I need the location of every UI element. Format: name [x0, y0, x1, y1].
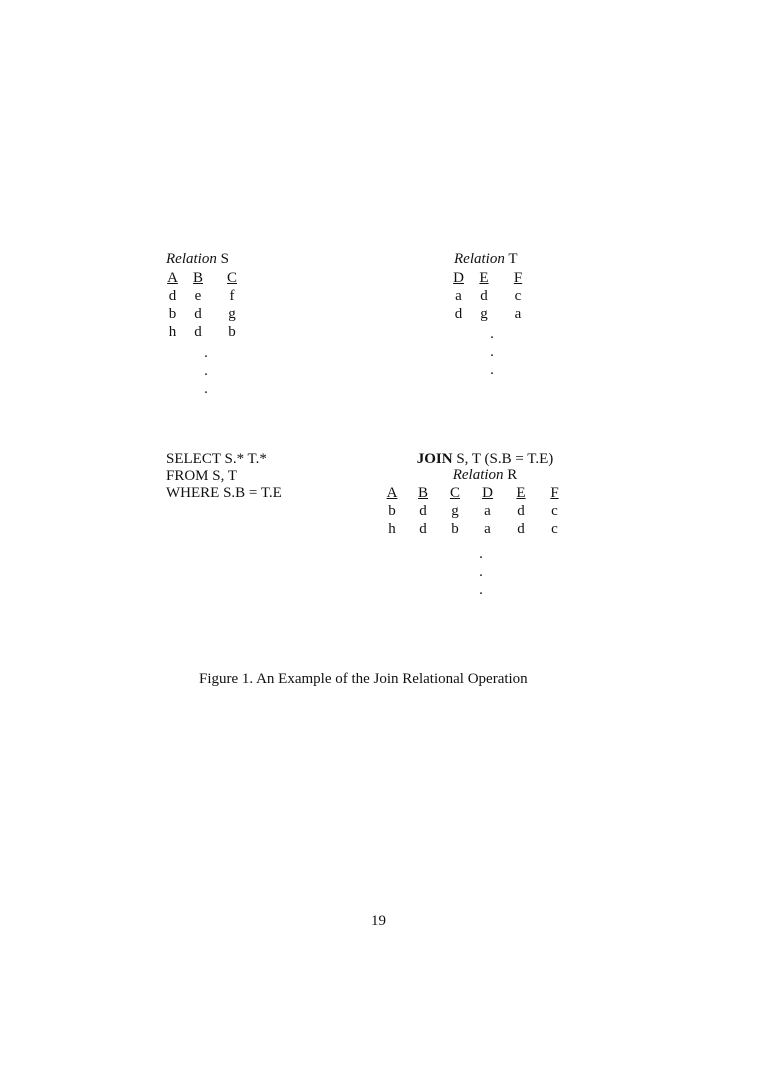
- table-row: [450, 287, 535, 305]
- table-cell: d: [517, 521, 525, 537]
- table-cell: d: [480, 288, 488, 304]
- table-row: [450, 305, 535, 323]
- table-cell: d: [454, 306, 463, 322]
- relation-s-table: [164, 270, 249, 341]
- ellipsis-dot: .: [204, 363, 208, 379]
- table-cell: d: [194, 324, 202, 340]
- ellipsis-dot: .: [204, 381, 208, 397]
- table-row: [164, 323, 249, 341]
- column-header: A: [386, 485, 398, 501]
- column-header: A: [167, 270, 178, 286]
- ellipsis-dot: .: [479, 546, 483, 562]
- sql-select-line: SELECT S.* T.*: [166, 451, 267, 467]
- ellipsis-dot: .: [479, 564, 483, 580]
- column-header: C: [449, 485, 460, 501]
- ellipsis-dot: .: [204, 345, 208, 361]
- ellipsis-dot: .: [490, 344, 494, 360]
- relation-t-table: [450, 270, 535, 323]
- table-row: [377, 502, 571, 520]
- column-header: D: [453, 270, 464, 286]
- relation-r-table: [377, 485, 571, 538]
- figure-caption: Figure 1. An Example of the Join Relational Operation: [199, 671, 528, 687]
- table-cell: g: [480, 306, 488, 322]
- join-expression: [380, 451, 590, 468]
- table-row: [164, 305, 249, 323]
- table-cell: g: [228, 306, 236, 322]
- table-cell: d: [168, 288, 177, 304]
- relation-t-title: Relation T: [454, 251, 518, 267]
- table-cell: a: [514, 306, 522, 322]
- column-header: B: [417, 485, 428, 501]
- table-cell: b: [451, 521, 459, 537]
- table-cell: c: [514, 288, 522, 304]
- table-cell: f: [229, 288, 235, 304]
- join-arguments: S, T (S.B = T.E): [456, 451, 554, 467]
- page-number: 19: [371, 913, 386, 929]
- ellipsis-dot: .: [479, 582, 483, 598]
- table-cell: h: [388, 521, 396, 537]
- table-cell: d: [419, 503, 427, 519]
- relation-t-continuation-dots: [482, 325, 502, 379]
- column-header: F: [550, 485, 559, 501]
- table-cell: d: [194, 306, 202, 322]
- sql-from-line: FROM S, T: [166, 468, 238, 484]
- table-cell: c: [551, 521, 558, 537]
- sql-where-line: WHERE S.B = T.E: [166, 485, 282, 501]
- table-row: [164, 287, 249, 305]
- ellipsis-dot: .: [490, 362, 494, 378]
- relation-s-title: Relation S: [166, 251, 229, 267]
- column-header: F: [513, 270, 523, 286]
- column-header: E: [516, 485, 526, 501]
- table-cell: b: [388, 503, 396, 519]
- column-header: B: [192, 270, 203, 286]
- table-cell: h: [168, 324, 177, 340]
- relation-r-title: Relation R: [452, 467, 518, 483]
- table-cell: a: [484, 521, 491, 537]
- table-cell: b: [168, 306, 177, 322]
- table-cell: d: [419, 521, 427, 537]
- table-cell: c: [551, 503, 558, 519]
- ellipsis-dot: .: [490, 326, 494, 342]
- table-row: [377, 520, 571, 538]
- table-cell: a: [484, 503, 491, 519]
- column-header: D: [482, 485, 493, 501]
- column-header: E: [479, 270, 489, 286]
- table-cell: d: [517, 503, 525, 519]
- relation-s-continuation-dots: [196, 344, 216, 398]
- table-cell: g: [451, 503, 459, 519]
- table-cell: e: [194, 288, 202, 304]
- relation-r-continuation-dots: [471, 545, 491, 599]
- table-cell: b: [228, 324, 236, 340]
- column-header: C: [226, 270, 237, 286]
- join-keyword: JOIN: [416, 451, 453, 467]
- table-cell: a: [455, 288, 462, 304]
- sql-statement: [166, 451, 282, 502]
